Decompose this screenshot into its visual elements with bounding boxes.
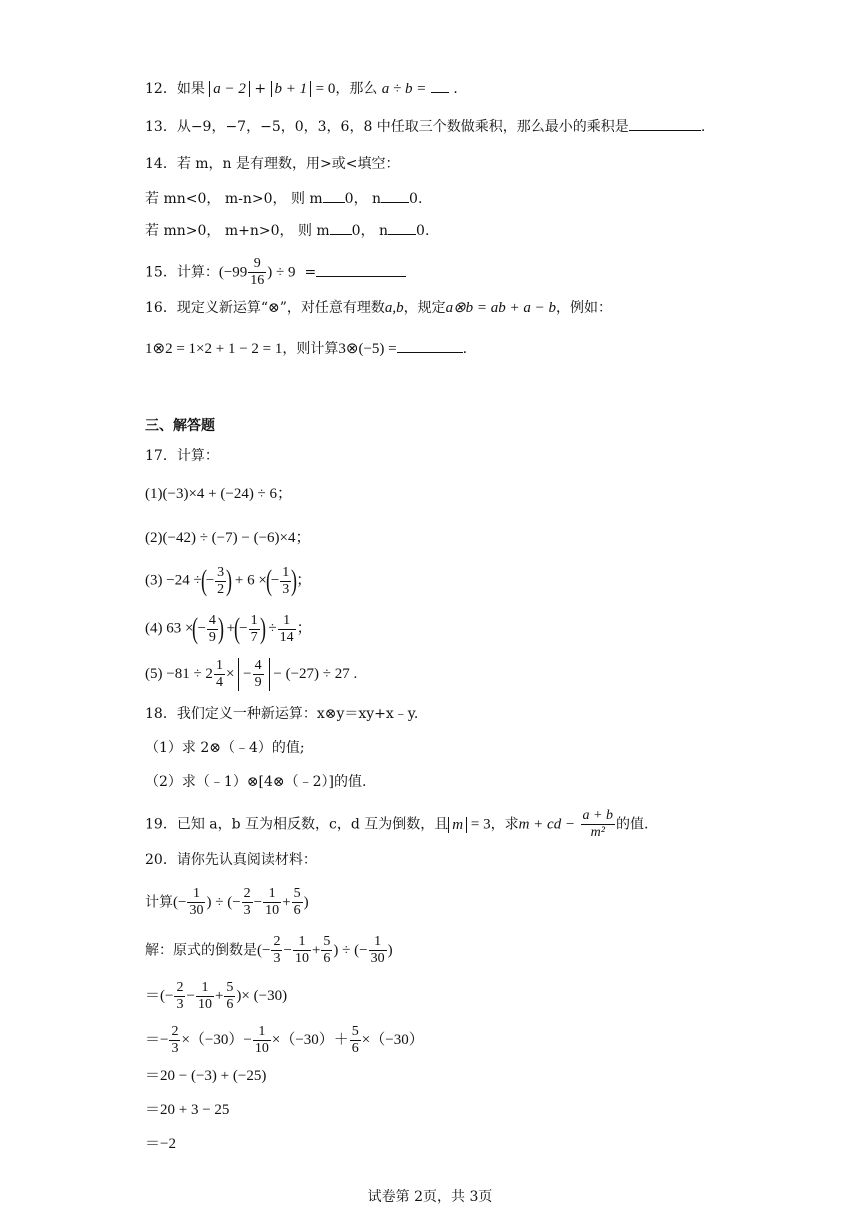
q18-part1: （1）求 2⊗（﹣4）的值; (145, 740, 305, 756)
q17-part2: (2)(−42) ÷ (−7) − (−6)×4； (145, 530, 311, 546)
answer-blank[interactable] (316, 262, 406, 277)
q20-calc: 计算(− $\frac{1}{30}$ ) ÷ (− $\frac{2}{3}$ − $\frac{1}{10}$ + $\frac{5}{6}$ ) (145, 886, 309, 918)
q20-step4: ＝− $\frac{2}{3}$ ×（−30）− $\frac{1}{10}$ ×（−30）＋ $\frac{5}{6}$ ×（−30） (145, 1024, 424, 1056)
q17-part1: (1)(−3)×4 + (−24) ÷ 6； (145, 486, 293, 502)
question-16: 16．现定义新运算“⊗”，对任意有理数a,b，规定a⊗b = ab + a − b，例如： (145, 300, 613, 316)
answer-blank[interactable] (431, 78, 449, 93)
q20-step3: ＝(− $\frac{2}{3}$ − $\frac{1}{10}$ + $\frac{5}{6}$ )× (−30) (145, 980, 288, 1012)
q17-part3: (3) −24 ÷(− $\frac{3}{2}$ ) + 6 ×(− $\frac{1}{3}$ )； (145, 564, 312, 597)
question-14-line2: 若 mn<0， m-n>0， 则 m 0， n 0. (145, 188, 422, 209)
question-18: 18．我们定义一种新运算：x⊗y＝xy+x﹣y. (145, 706, 419, 722)
q20-step7: ＝−2 (145, 1136, 176, 1152)
answer-blank[interactable] (323, 188, 345, 203)
answer-blank[interactable] (397, 338, 463, 353)
q18-part2: （2）求（﹣1）⊗[4⊗（﹣2）]的值. (145, 774, 367, 790)
answer-blank[interactable] (629, 116, 701, 131)
answer-blank[interactable] (330, 220, 352, 235)
q20-step6: ＝20 + 3 − 25 (145, 1102, 230, 1118)
question-17: 17．计算： (145, 448, 219, 464)
question-19: 19．已知 a，b 互为相反数，c，d 互为倒数，且 m = 3，求m + cd − $\frac{a + b}{\text{m²}}$ 的值. (145, 808, 649, 840)
question-15: 15．计算：(−99 $\frac{9}{16}$ ) ÷ 9 = (145, 256, 406, 289)
question-13: 13．从−9，−7，−5，0，3，6，8 中任取三个数做乘积，那么最小的乘积是 . (145, 116, 705, 137)
q17-part5: (5) −81 ÷ 2 $\frac{1}{4}$ × − $\frac{4}{9}$ − (−27) ÷ 27 . (145, 658, 358, 690)
question-14-line3: 若 mn>0， m+n>0， 则 m 0， n 0. (145, 220, 429, 241)
question-16-line2: 1⊗2 = 1×2 + 1 − 2 = 1，则计算3⊗(−5) = . (145, 338, 467, 359)
question-20: 20．请你先认真阅读材料： (145, 852, 317, 868)
q20-solution: 解：原式的倒数是(− $\frac{2}{3}$ − $\frac{1}{10}$ + $\frac{5}{6}$ ) ÷ (− $\frac{1}{30}$ ) (145, 934, 393, 966)
page-footer: 试卷第 2页，共 3页 (367, 1189, 493, 1205)
q17-part4: (4) 63 ×(− $\frac{4}{9}$ ) +(− $\frac{1}{7}$ ) ÷ $\frac{1}{14}$ ； (145, 612, 312, 645)
abs-a-minus-2: a − 2 (209, 81, 250, 97)
answer-blank[interactable] (388, 220, 416, 235)
q20-step5: ＝20 − (−3) + (−25) (145, 1068, 267, 1084)
question-14: 14．若 m，n 是有理数，用>或<填空： (145, 156, 400, 172)
abs-b-plus-1: b + 1 (271, 81, 312, 97)
answer-blank[interactable] (381, 188, 409, 203)
question-12: 12．如果 a − 2 + b + 1 = 0，那么 a ÷ b = ． (145, 78, 467, 99)
section-title: 三、解答题 (145, 418, 215, 434)
